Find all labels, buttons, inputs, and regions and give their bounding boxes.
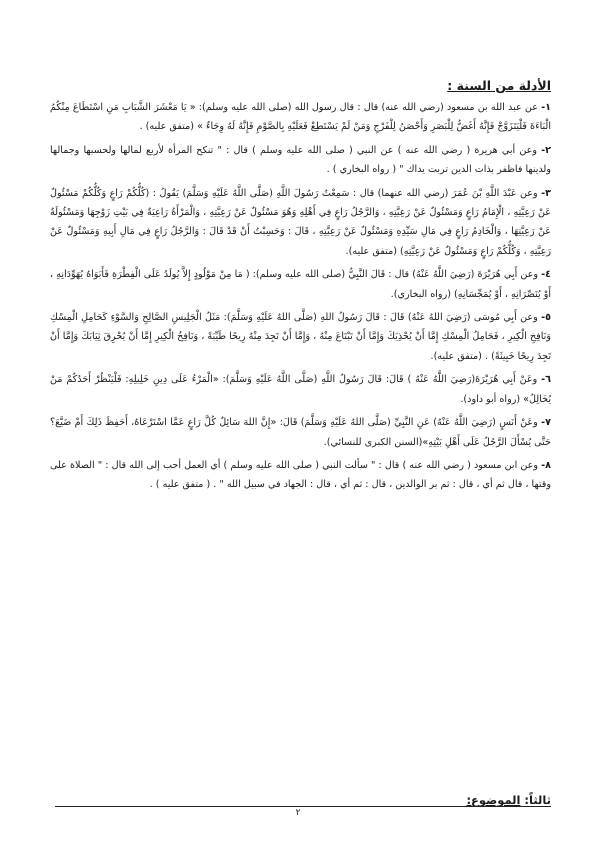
item-number: ١- (541, 102, 551, 113)
list-item (50, 184, 551, 262)
page-heading: الأدلة من السنة : (447, 78, 551, 93)
list-item (50, 413, 551, 452)
list-item (50, 370, 551, 409)
section-label: ثالثاً (529, 793, 551, 807)
item-text: وعن عَبْدَ اللَّهِ بْنَ عُمَرَ (رضي الله عنهما) قال : سَمِعْتُ رَسُولَ اللَّهِ (صَلَّى اللَّهُ عَلَيْهِ وَسَلَّمَ) يَقُولُ : (كُلُّكُمْ رَاعٍ وَكُلُّكُمْ مَسْئُولٌ عَنْ رَعِيَّتِهِ ، الْإِمَامُ رَاعٍ وَمَسْئُولٌ عَنْ رَعِيَّتِهِ ، وَالرَّجُلُ رَاعٍ فِي أَهْلِهِ وَهُوَ مَسْئُولٌ عَنْ رَعِيَّتِهِ ، وَالْمَرْأَةُ رَاعِيَةٌ فِي بَيْتِ زَوْجِهَا وَمَسْئُولَةٌ عَنْ رَعِيَّتِهَا ، وَالْخَادِمُ رَاعٍ فِي مَالِ سَيِّدِهِ وَمَسْئُولٌ عَنْ رَعِيَّتِهِ ، قَالَ : وَحَسِبْتُ أَنْ قَدْ قَالَ : وَالرَّجُلُ رَاعٍ فِي مَالِ أَبِيهِ وَمَسْئُولٌ عَنْ رَعِيَّتِهِ ، وَكُلُّكُمْ رَاعٍ وَمَسْئُولٌ عَنْ رَعِيَّتِهِ) (متفق عليه). (50, 187, 551, 257)
list-item (50, 456, 551, 495)
item-text: وعن أبي هريرة ( رضي الله عنه ) عن النبي ( صلى الله عليه وسلم ) قال : " تنكح المرأة لأربع لمالها ولحسبها وجمالها ولدينها فاظفر بذات الدين تربت يداك " ( رواه البخاري ) . (50, 144, 551, 176)
list-item (50, 308, 551, 366)
item-number: ٥- (541, 312, 551, 324)
item-text: وعن ابن مسعود ( رضي الله عنه ) قال : " سألت النبي ( صلى الله عليه وسلم ) أي العمل أحب إلى الله قال : " الصلاة على وقتها ، قال ثم أي ، قال : ثم بر الوالدين ، قال : ثم أي ، قال : الجهاد في سبيل الله " . ( متفق عليه ) . (50, 459, 551, 491)
section-heading: ثالثاً: الموضوع: (466, 793, 551, 807)
list-item (50, 141, 551, 180)
item-number: ٤- (541, 269, 551, 281)
list-item (50, 265, 551, 304)
list-item (50, 98, 551, 137)
section-title: الموضوع: (466, 793, 521, 807)
item-number: ٨- (541, 459, 551, 471)
item-text: وعن أَبِي هُرَيْرَةَ (رَضِيَ اللَّهُ عَنْهُ) قال : قَالَ النَّبِيُّ (صلى الله عليه وسلم): ( مَا مِنْ مَوْلُودٍ إِلاَّ يُولَدُ عَلَى الْفِطْرَةِ فَأَبَوَاهُ يُهَوِّدَانِهِ ، أَوْ يُنَصِّرَانِهِ ، أَوْ يُمَجِّسَانِهِ) (رواه البخاري). (50, 269, 551, 300)
footer-divider (55, 806, 551, 807)
item-text: وعَنْ أَنَسٍ (رَضِيَ اللَّهُ عَنْهُ) عَنِ النَّبِيِّ (صَلَّى اللهُ عَلَيْهِ وَسَلَّمَ) قَالَ: «إِنَّ اللهَ سَائِلٌ كُلَّ رَاعٍ عَمَّا اسْتَرْعَاهُ، أَحَفِظَ ذَلِكَ أَمْ ضَيَّعَ؟ حَتَّى يُسْأَلَ الرَّجُلُ عَلَى أَهْلِ بَيْتِهِ»(السنن الكبرى للنسائي). (50, 417, 551, 448)
item-number: ٧- (541, 417, 551, 429)
page-number: ٢ (295, 808, 301, 818)
item-text: عن عبد الله بن مسعود (رضي الله عنه) قال : قال رسول الله (صلى الله عليه وسلم): « يَا مَعْشَرَ الشَّبَابِ مَنِ اسْتَطَاعَ مِنْكُمُ الْبَاءَةَ فَلْيَتَزَوَّجْ فَإِنَّهُ أَغَضُّ لِلْبَصَرِ وَأَحْصَنُ لِلْفَرْجِ وَمَنْ لَمْ يَسْتَطِعْ فَعَلَيْهِ بِالصَّوْمِ فَإِنَّهُ لَهُ وِجَاءٌ » (متفق عليه) . (50, 102, 551, 133)
item-text: وعن أَبِي مُوسَى (رَضِيَ اللهُ عَنْهُ) قَالَ : قَالَ رَسُولُ اللهِ (صَلَّى اللهُ عَلَيْهِ وَسَلَّمَ): مَثَلُ الْجَلِيسِ الصَّالِحِ وَالسَّوْءِ كَحَامِلِ الْمِسْكِ وَنَافِخِ الْكِيرِ ، فَحَامِلُ الْمِسْكِ إِمَّا أَنْ يُحْذِيَكَ وَإِمَّا أَنْ تَبْتَاعَ مِنْهُ ، وَإِمَّا أَنْ تَجِدَ مِنْهُ رِيحًا طَيِّبَةً ، وَنَافِخُ الْكِيرِ إِمَّا أَنْ يُحْرِقَ ثِيَابَكَ وَإِمَّا أَنْ تَجِدَ رِيحًا خَبِيثَةً) . (متفق عليه). (50, 312, 551, 362)
item-number: ٢- (541, 144, 551, 156)
item-text: وعَنْ أَبِي هُرَيْرَةَ(رَضِيَ اللَّهُ عَنْهُ ) قَالَ: قَالَ رَسُولُ اللَّهِ (صَلَّى اللَّهُ عَلَيْهِ وَسَلَّمَ): «الْمَرْءُ عَلَى دِينِ خَلِيلِهِ: فَلْيَنْظُرْ أَحَدُكُمْ مَنْ يُخَالِلُ» (رواه أبو داود). (50, 374, 551, 405)
item-number: ٦- (541, 374, 551, 386)
hadith-list (50, 98, 551, 499)
item-number: ٣- (541, 187, 551, 199)
